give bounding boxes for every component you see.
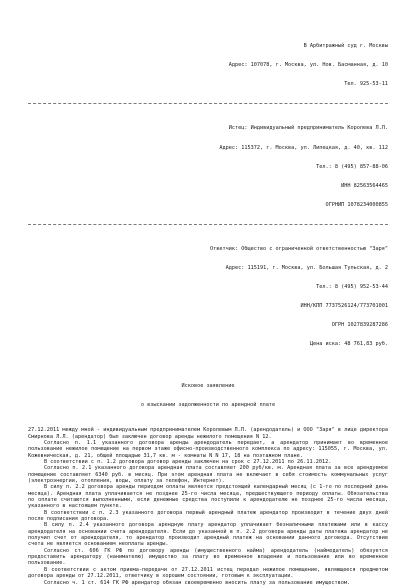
defendant-address-line: Адрес: 115191, г. Москва, ул. Большая Тульская, д. 2 [225, 265, 388, 272]
document-title [28, 371, 388, 422]
defendant-inn-kpp-line: ИНН/КПП 7737526124/773701001 [300, 303, 388, 310]
plaintiff-address-line: Адрес: 115372, г. Москва, ул. Липецкая, д. 40, кв. 112 [219, 144, 388, 151]
court-phone-line: Тел. 925-53-11 [344, 80, 388, 87]
paragraph: В соответствии с п. 1.2 договора договор аренды заключен на срок с 27.12.2011 по 26.11.2012. [44, 458, 332, 465]
paragraph: В силу п. 2.2 договора аренды периодом оплаты является предстоящий календарный месяц (с 1-го по последний день месяца). Арендная плата уплачивается не позднее 25-го числа месяца, предшествующего периоду оплаты. Обязательства по оплате считаются выполненными, если денежные средства поступили к арендодателю не позднее 25-го числа месяца, указанного в настоящем пункте. [28, 484, 388, 510]
plaintiff-phone-line: Тел.: 8 (495) 857-88-06 [316, 163, 388, 170]
plaintiff-block [28, 113, 388, 221]
claim-body [28, 427, 388, 586]
defendant-block [28, 234, 388, 361]
document-subtitle-line: о взыскании задолженности по арендной плате [140, 402, 276, 409]
paragraph: Согласно п. 1.1 указанного договора аренды арендодатель передает, а арендатор принимает во временное пользование нежилое помещение на первом этаже офисно-производственного комплекса по адресу: 115055, г. Москва, ул. Кожевническая, д. 21, общей площадью 31,7 кв. м - комнаты N N 17, 18 на поэтажном плане. [28, 439, 388, 459]
paragraph: В соответствии с п. 2.3 указанного договора первый арендный платеж арендатор производит в течение двух дней после подписания договора. [28, 509, 388, 523]
claim-document [28, 30, 388, 586]
defendant-name-line: Ответчик: Общество с ограниченной ответственностью "Заря" [209, 246, 388, 253]
separator-line [28, 224, 388, 225]
paragraph: В силу п. 2.4 указанного договора арендную плату арендатор уплачивает безналичными платежами или в кассу арендодателя на основании счета арендодателя. Если до указанной в п. 2.2 договора аренды даты платежа арендатор не получил счет от арендодателя, то арендатор производит арендный платеж на основании данного договора. Отсутствие счета не является основанием неоплаты аренды. [28, 522, 388, 548]
paragraph: 27.12.2011 между мной - индивидуальным предпринимателем Королевым Л.Л. (арендодатель) и ООО "Заря" в лице директора Смирнова Л.Л. (арендатор) был заключен договор аренды нежилого помещения N 12. [28, 427, 388, 440]
separator-line [28, 103, 388, 104]
court-name-line: В Арбитражный суд г. Москвы [303, 42, 388, 49]
paragraph: Согласно ст. 606 ГК РФ по договору аренды (имущественного найма) арендодатель (наймодатель) обязуется предоставить арендатору (нанимателю) имущество за плату во временное владение и пользование или во временное пользование. [28, 547, 388, 567]
paragraph: Согласно п. 2.1 указанного договора арендная плата составляет 200 руб/кв. м. Арендная плата за все арендуемое помещение составляет 6340 руб. в месяц. При этом арендная плата не включает в себя стоимость коммунальных услуг (электроэнергии, отопления, воды, оплату за телефон, Интернет). [28, 465, 388, 484]
paragraph: В соответствии с актом приема-передачи от 27.12.2011 истец передал нежилое помещение, являющееся предметом договора аренды от 27.12.2011, ответчику в хорошем состоянии, готовым к эксплуатации. [28, 566, 388, 580]
document-title-line: Исковое заявление [181, 383, 235, 390]
plaintiff-name-line: Истец: Индивидуальный предприниматель Королева Л.Л. [228, 125, 388, 132]
defendant-phone-line: Тел.: 8 (495) 952-53-44 [316, 284, 388, 291]
claim-amount-line: Цена иска: 48 761,83 руб. [309, 341, 388, 348]
defendant-ogrn-line: ОГРН 1027839287286 [331, 322, 388, 329]
court-addressee-block [28, 30, 388, 100]
plaintiff-ogrnip-line: ОГРНИП 1078234000855 [325, 201, 388, 208]
paragraph: Согласно ч. 1 ст. 614 ГК РФ арендатор обязан своевременно вносить плату за пользование имуществом. [44, 579, 351, 586]
plaintiff-inn-line: ИНН 82563564465 [341, 182, 388, 189]
court-address-line: Адрес: 107078, г. Москва, ул. Нов. Басманная, д. 10 [228, 61, 388, 68]
